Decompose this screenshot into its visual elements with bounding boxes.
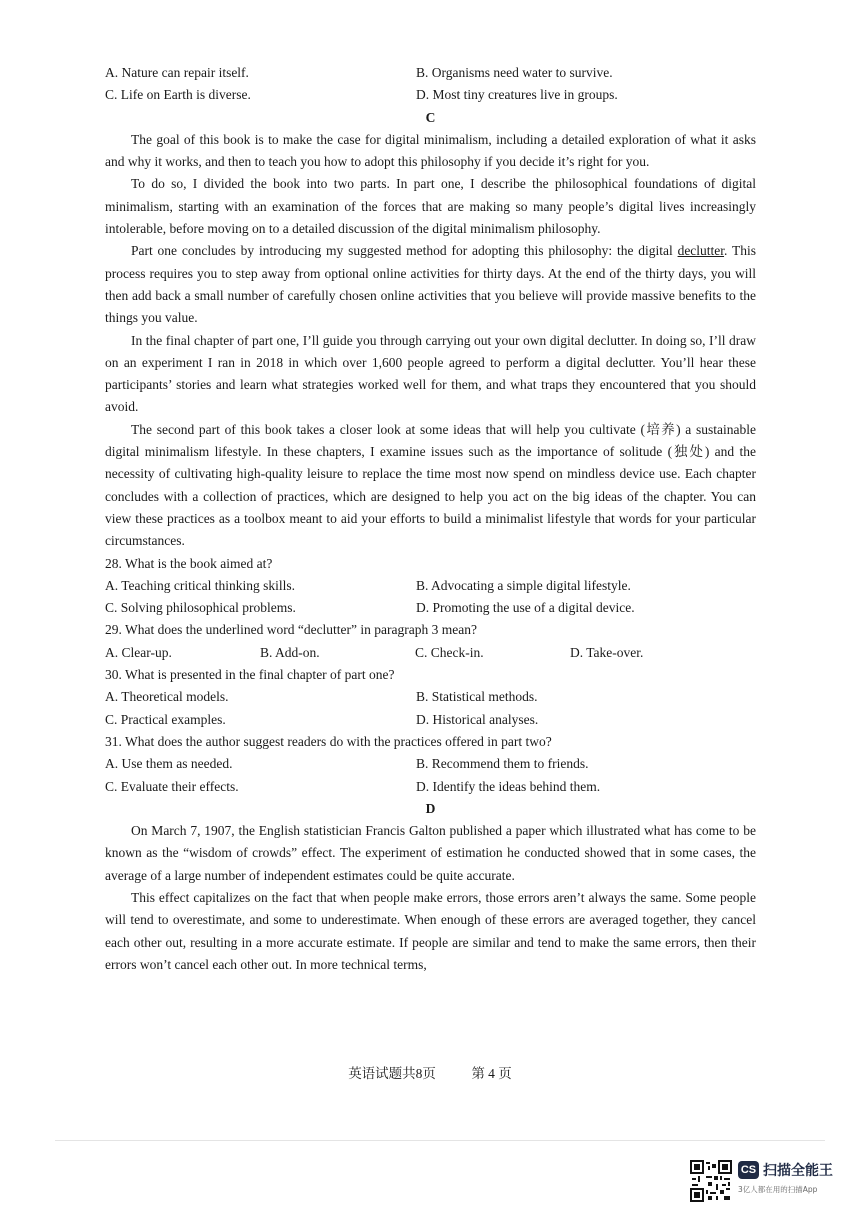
scanner-tagline: 3亿人都在用的扫描App <box>738 1185 818 1194</box>
scanner-app-name: 扫描全能王 <box>763 1163 833 1179</box>
question-30-option-b: B. Statistical methods. <box>416 689 538 705</box>
section-c-heading: C <box>425 109 436 125</box>
question-30-stem: 30. What is presented in the final chapter of part one? <box>105 667 395 683</box>
question-30-option-d: D. Historical analyses. <box>416 711 539 727</box>
underlined-word-declutter: declutter <box>677 243 725 259</box>
question-29-option-d: D. Take-over. <box>570 644 644 660</box>
question-28-option-b: B. Advocating a simple digital lifestyle. <box>416 577 631 593</box>
section-d-paragraph-1: On March 7, 1907, the English statistician Francis Galton published a paper which illustrated what has come to be known as the “wisdom of crowds” effect. The experiment of estimation he conducted showed that in some cases, the average of a large number of independent estimates could be quite accurate. <box>105 823 756 883</box>
p3-text-before: Part one concludes by introducing my suggested method for adopting this philosophy: the digital <box>131 243 678 259</box>
scanner-brand-line <box>738 1160 833 1180</box>
scanner-watermark <box>738 1160 833 1195</box>
question-29-options-row <box>105 642 756 664</box>
question-30-options-row-1 <box>105 686 756 708</box>
footer-page-number: 第 4 页 <box>471 1066 512 1081</box>
question-28-option-c: C. Solving philosophical problems. <box>105 600 296 616</box>
question-31-option-b: B. Recommend them to friends. <box>416 756 589 772</box>
page-footer <box>0 1062 860 1082</box>
question-29-option-c: C. Check-in. <box>415 644 484 660</box>
footer-title: 英语试题共8页 <box>348 1066 436 1081</box>
qr-code-icon <box>690 1160 732 1202</box>
question-28-options-row-2 <box>105 597 756 619</box>
section-c-paragraph-2: To do so, I divided the book into two parts. In part one, I describe the philosophical foundations of digital minimalism, starting with an examination of the forces that are making so many people’s digital lives increasingly intolerable, before moving on to a detailed discussion of the digital minimalism philosophy. <box>105 176 756 237</box>
question-28-option-a: A. Teaching critical thinking skills. <box>105 577 296 593</box>
option-a: A. Nature can repair itself. <box>105 65 249 80</box>
question-30-option-a: A. Theoretical models. <box>105 689 229 705</box>
section-c-paragraph-4: In the final chapter of part one, I’ll guide you through carrying out your own digital declutter. In doing so, I’ll draw on an experiment I ran in 2018 in which over 1,600 people agreed to perform a digital declutter. You’ll hear these participants’ stories and learn what strategies worked well for them, and what traps they encountered that you should avoid. <box>105 332 756 415</box>
option-b: B. Organisms need water to survive. <box>416 65 613 80</box>
scan-divider <box>55 1140 825 1141</box>
option-d: D. Most tiny creatures live in groups. <box>416 87 618 103</box>
question-29-option-b: B. Add-on. <box>260 644 320 660</box>
question-31-option-d: D. Identify the ideas behind them. <box>416 778 601 794</box>
page-content <box>105 62 756 976</box>
question-28-stem: 28. What is the book aimed at? <box>105 555 273 571</box>
question-31-options-row-2 <box>105 776 756 798</box>
question-29-stem: 29. What does the underlined word “declutter” in paragraph 3 mean? <box>105 622 477 638</box>
question-31-options-row-1 <box>105 753 756 775</box>
option-c: C. Life on Earth is diverse. <box>105 87 251 103</box>
section-c-paragraph-5: The second part of this book takes a closer look at some ideas that will help you cultivate (培养) a sustainable digital minimalism lifestyle. In these chapters, I examine issues such as the importance of solitude (独处) and the necessity of cultivating high-quality leisure to replace the time most now spend on mindless device use. Each chapter concludes with a collection of practices, which are designed to help you act on the big ideas of the chapter. You can view these practices as a toolbox meant to aid your efforts to build a minimalist lifestyle that words for your particular circumstances. <box>105 421 756 549</box>
prev-options-row-2 <box>105 84 756 106</box>
question-28-options-row-1 <box>105 575 756 597</box>
question-29-option-a: A. Clear-up. <box>105 644 172 660</box>
cs-logo-icon: CS <box>738 1161 759 1179</box>
question-30-option-c: C. Practical examples. <box>105 711 226 727</box>
prev-options-row-1 <box>105 62 756 84</box>
section-d-paragraph-2: This effect capitalizes on the fact that when people make errors, those errors aren’t always the same. Some people will tend to overestimate, and some to underestimate. When enough of these errors are averaged together, they cancel each other out, resulting in a more accurate estimate. If people are similar and tend to make the same errors, then their errors won’t cancel each other out. In more technical terms, <box>105 889 756 972</box>
question-28-option-d: D. Promoting the use of a digital device. <box>416 600 635 616</box>
question-31-option-a: A. Use them as needed. <box>105 756 233 772</box>
p3-text-after: . This process requires you to step away from optional online activities for thirty days. At the end of the thirty days, you will then add back a small number of carefully chosen online activities that you believe will provide massive benefits to the things you value. <box>105 243 756 326</box>
question-31-stem: 31. What does the author suggest readers do with the practices offered in part two? <box>105 733 552 749</box>
question-30-options-row-2 <box>105 709 756 731</box>
question-31-option-c: C. Evaluate their effects. <box>105 778 239 794</box>
section-d-heading: D <box>425 800 436 816</box>
section-c-paragraph-1: The goal of this book is to make the case for digital minimalism, including a detailed exploration of what it asks and why it works, and then to teach you how to adopt this philosophy if you decide it’s right for you. <box>105 131 756 170</box>
section-c-paragraph-3 <box>105 240 756 329</box>
